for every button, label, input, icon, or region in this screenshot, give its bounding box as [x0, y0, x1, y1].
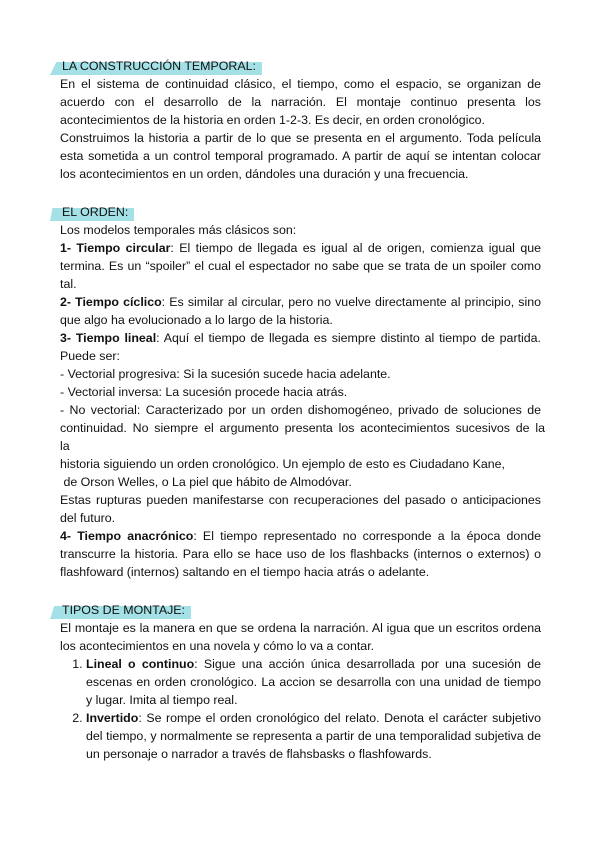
- subitem-non-vectorial-cont3: de Orson Welles, o La piel que hábito de Almodóvar.: [60, 475, 352, 489]
- document-page: [60, 57, 545, 763]
- term-cyclic: 2- Tiempo cíclico: [60, 295, 162, 309]
- section-heading-montage-types: TIPOS DE MONTAJE:: [60, 602, 188, 618]
- subitem-progressive: - Vectorial progresiva: Si la sucesión sucede hacia adelante.: [60, 367, 391, 381]
- text-inverted-montage: : Se rompe el orden cronológico del relato. Denota el carácter subjetivo del tiempo, y normalmente se representa a partir de una temporalidad subjetiva de un personaje o narrador a través de flahsbasks o flashfowards.: [86, 711, 541, 761]
- text-linear: : Aquí el tiempo de llegada es siempre distinto al tiempo de partida. Puede ser:: [60, 331, 541, 363]
- section-heading-temporal-construction: LA CONSTRUCCIÓN TEMPORAL:: [60, 58, 259, 74]
- item-linear-time: [60, 329, 541, 365]
- list-item-inverted: [86, 709, 541, 763]
- list-item-linear: [86, 655, 541, 709]
- text-linear-montage: : Sigue una acción única desarrollada por una sucesión de escenas en orden cronológico. La accion se desarrolla con una unidad de tiempo y lugar. Imita al tiempo real.: [86, 657, 542, 707]
- text-circular: : El tiempo de llegada es igual al de origen, comienza igual que termina. Es un “spoiler” el cual el espectador no sabe que se trata de un spoiler como tal.: [60, 241, 541, 291]
- subitem-inverse: - Vectorial inversa: La sucesión procede hacia atrás.: [60, 385, 348, 399]
- paragraph-story-construction: Construimos la historia a partir de lo que se presenta en el argumento. Toda película esta sometida a un control temporal programado. A partir de aquí se intentan colocar los acontecimientos en un orden, dándoles una duración y una frecuencia.: [60, 131, 541, 181]
- subitem-non-vectorial-cont1: continuidad. No siempre el argumento presenta los acontecimientos sucesivos de la: [60, 421, 545, 435]
- item-circular-time: [60, 239, 541, 293]
- paragraph-continuity: En el sistema de continuidad clásico, el tiempo, como el espacio, se organizan de acuerdo con el desarrollo de la narración. El montaje continuo presenta los acontecimientos de la historia en orden 1-2-3. Es decir, en orden cronológico.: [60, 77, 541, 127]
- subitem-non-vectorial-cont2: historia siguiendo un orden cronológico. Un ejemplo de esto es Ciudadano Kane,: [60, 457, 505, 471]
- term-inverted-montage: Invertido: [86, 711, 139, 725]
- paragraph-montage-intro: El montaje es la manera en que se ordena la narración. Al igua que un escritos ordena los acontecimientos en una novela y cómo lo va a contar.: [60, 621, 541, 653]
- term-anachronic: 4- Tiempo anacrónico: [60, 529, 194, 543]
- paragraph-models-intro: Los modelos temporales más clásicos son:: [60, 223, 297, 237]
- item-anachronic-time: [60, 527, 541, 581]
- subitem-non-vectorial-cont1-la: la: [60, 439, 70, 453]
- term-circular: 1- Tiempo circular: [60, 241, 171, 255]
- text-cyclic: : Es similar al circular, pero no vuelve directamente al principio, sino que algo ha evolucionado a lo largo de la historia.: [60, 295, 541, 327]
- term-linear: 3- Tiempo lineal: [60, 331, 157, 345]
- section-heading-order: EL ORDEN:: [60, 204, 131, 220]
- item-cyclic-time: [60, 293, 541, 329]
- subitem-non-vectorial: - No vectorial: Caracterizado por un orden dishomogéneo, privado de soluciones de: [60, 403, 541, 417]
- text-anachronic: : El tiempo representado no corresponde a la época donde transcurre la historia. Para ello se hace uso de los flashbacks (internos o externos) o flashfoward (internos) saltando en el tiempo hacia atrás o adelante.: [60, 529, 541, 579]
- paragraph-ruptures: Estas rupturas pueden manifestarse con recuperaciones del pasado o anticipaciones del futuro.: [60, 493, 541, 525]
- montage-types-list: [60, 655, 541, 763]
- term-linear-montage: Lineal o continuo: [86, 657, 195, 671]
